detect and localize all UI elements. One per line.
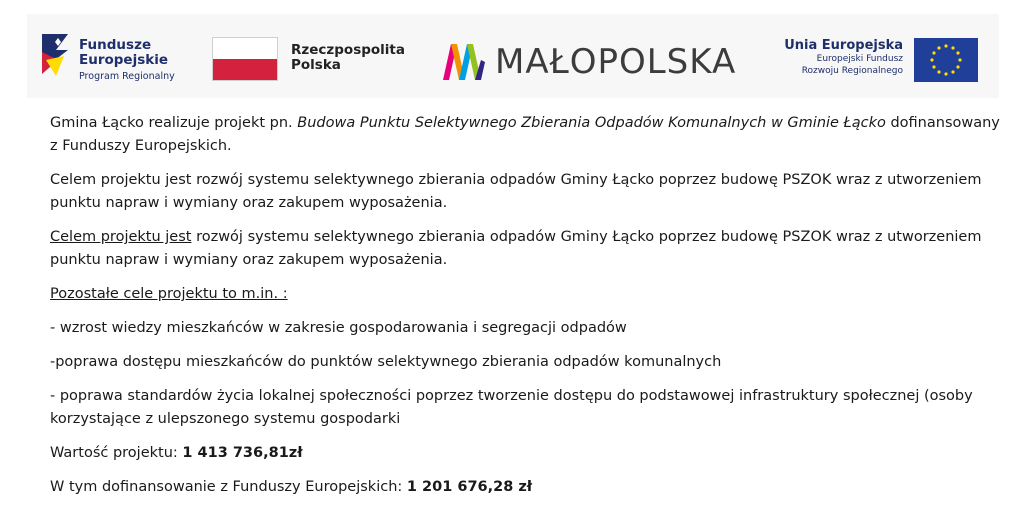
ue-line2: Europejski Fundusz — [816, 54, 903, 64]
project-name: Budowa Punktu Selektywnego Zbierania Odpadów Komunalnych w Gminie Łącko — [297, 115, 886, 131]
fe-line3: Program Regionalny — [79, 71, 175, 82]
goal-item: - wzrost wiedzy mieszkańców w zakresie gospodarowania i segregacji odpadów — [50, 320, 627, 336]
value-amount: 1 413 736,81zł — [182, 445, 303, 461]
malopolska-icon — [441, 38, 487, 82]
goal-paragraph-2-rest: rozwój systemu selektywnego zbierania odpadów Gminy Łącko poprzez budowę PSZOK wraz z utworzeniem punktu napraw i wymiany oraz zakupem wyposażenia. — [50, 229, 982, 268]
rp-line1: Rzeczpospolita — [291, 42, 405, 58]
project-description — [50, 112, 1000, 510]
cofunding — [50, 476, 1000, 499]
cofunding-label: W tym dofinansowanie z Funduszy Europejskich: — [50, 479, 407, 495]
fundusze-europejskie-icon — [38, 30, 74, 78]
eu-flag-icon — [914, 38, 978, 82]
project-value — [50, 442, 1000, 465]
ue-line3: Rozwoju Regionalnego — [801, 66, 903, 76]
goal-item: - poprawa standardów życia lokalnej społeczności poprzez tworzenie dostępu do podstawowej infrastruktury społecznej (osoby korzystające z ulepszonego systemu gospodarki — [50, 388, 973, 427]
malopolska-wordmark: MAŁOPOLSKA — [495, 42, 737, 82]
intro-suffix: dofinansowany z Funduszy Europejskich. — [50, 115, 1000, 154]
intro-paragraph — [50, 112, 1000, 158]
goal-item: -poprawa dostępu mieszkańców do punktów selektywnego zbierania odpadów komunalnych — [50, 354, 722, 370]
ue-line1: Unia Europejska — [784, 38, 903, 53]
other-goals-heading: Pozostałe cele projektu to m.in. : — [50, 286, 288, 302]
fe-line2: Europejskie — [79, 52, 169, 68]
fe-line1: Fundusze — [79, 37, 152, 53]
goal-paragraph-1: Celem projektu jest rozwój systemu selektywnego zbierania odpadów Gminy Łącko poprzez budowę PSZOK wraz z utworzeniem punktu napraw i wymiany oraz zakupem wyposażenia. — [50, 172, 982, 211]
rzeczpospolita-polska-logo — [213, 36, 403, 86]
logo-bar — [27, 14, 999, 98]
rp-line2: Polska — [291, 57, 341, 73]
intro-prefix: Gmina Łącko realizuje projekt pn. — [50, 115, 298, 131]
unia-europejska-logo — [784, 38, 993, 88]
goal-paragraph-2 — [50, 226, 1000, 272]
value-label: Wartość projektu: — [50, 445, 183, 461]
poland-flag-icon — [213, 38, 277, 80]
goal-label: Celem projektu jest — [50, 229, 192, 245]
malopolska-logo — [441, 36, 761, 86]
fundusze-europejskie-logo — [38, 30, 188, 84]
cofunding-amount: 1 201 676,28 zł — [406, 479, 533, 495]
